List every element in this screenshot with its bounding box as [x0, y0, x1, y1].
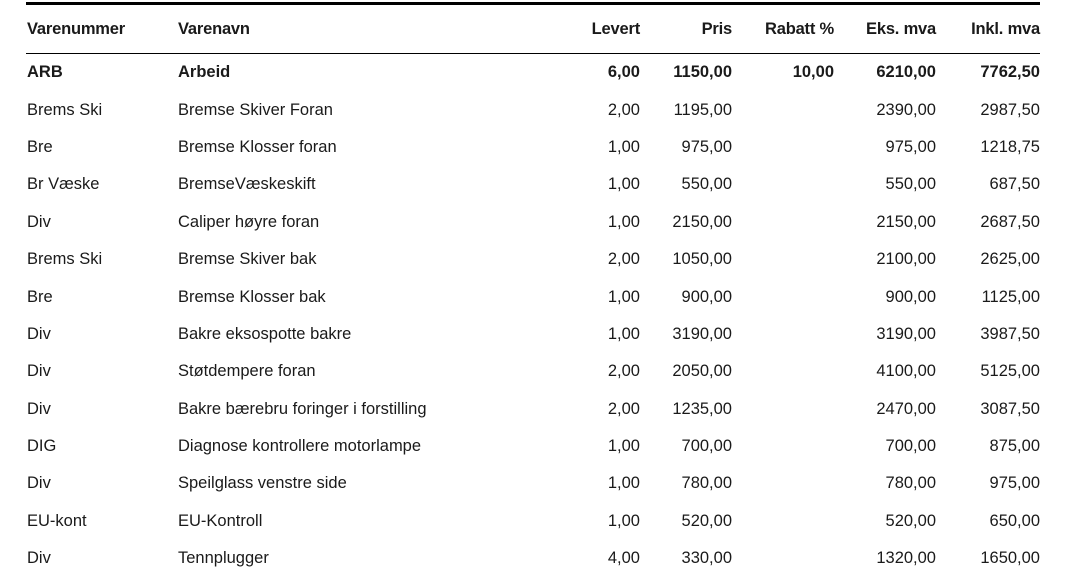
- header-varenummer: Varenummer: [26, 5, 178, 54]
- cell-varenavn: Bremse Klosser foran: [178, 129, 568, 166]
- header-eks-mva: Eks. mva: [834, 5, 936, 54]
- cell-varenavn: Diagnose kontrollere motorlampe: [178, 428, 568, 465]
- table-row: [26, 91, 1040, 128]
- cell-eks-mva: 1320,00: [834, 540, 936, 577]
- cell-levert: 1,00: [568, 204, 640, 241]
- cell-varenavn: BremseVæskeskift: [178, 166, 568, 203]
- cell-varenummer: Brems Ski: [26, 241, 178, 278]
- cell-eks-mva: 2390,00: [834, 91, 936, 128]
- cell-inkl-mva: 1650,00: [936, 540, 1040, 577]
- cell-varenavn: Caliper høyre foran: [178, 204, 568, 241]
- header-pris: Pris: [640, 5, 732, 54]
- cell-inkl-mva: 2987,50: [936, 91, 1040, 128]
- cell-inkl-mva: 3087,50: [936, 391, 1040, 428]
- cell-varenummer: Br Væske: [26, 166, 178, 203]
- cell-rabatt: 10,00: [732, 54, 834, 92]
- table-row: [26, 428, 1040, 465]
- cell-eks-mva: 900,00: [834, 278, 936, 315]
- cell-eks-mva: 2470,00: [834, 391, 936, 428]
- cell-varenavn: Bremse Skiver bak: [178, 241, 568, 278]
- cell-levert: 6,00: [568, 54, 640, 92]
- cell-inkl-mva: 650,00: [936, 503, 1040, 540]
- cell-varenavn: Bakre eksospotte bakre: [178, 316, 568, 353]
- table-row: [26, 391, 1040, 428]
- cell-levert: 1,00: [568, 129, 640, 166]
- cell-pris: 700,00: [640, 428, 732, 465]
- table-row: [26, 353, 1040, 390]
- table-row: [26, 129, 1040, 166]
- cell-eks-mva: 975,00: [834, 129, 936, 166]
- cell-rabatt: [732, 166, 834, 203]
- cell-varenavn: Støtdempere foran: [178, 353, 568, 390]
- table-row: [26, 278, 1040, 315]
- cell-pris: 780,00: [640, 465, 732, 502]
- cell-pris: 1195,00: [640, 91, 732, 128]
- header-inkl-mva: Inkl. mva: [936, 5, 1040, 54]
- cell-eks-mva: 6210,00: [834, 54, 936, 92]
- cell-levert: 1,00: [568, 316, 640, 353]
- cell-varenavn: EU-Kontroll: [178, 503, 568, 540]
- cell-rabatt: [732, 278, 834, 315]
- cell-pris: 1150,00: [640, 54, 732, 92]
- cell-varenavn: Bremse Skiver Foran: [178, 91, 568, 128]
- cell-pris: 975,00: [640, 129, 732, 166]
- cell-pris: 900,00: [640, 278, 732, 315]
- cell-varenummer: Brems Ski: [26, 91, 178, 128]
- cell-levert: 1,00: [568, 428, 640, 465]
- cell-varenavn: Arbeid: [178, 54, 568, 92]
- cell-varenummer: Div: [26, 465, 178, 502]
- cell-rabatt: [732, 391, 834, 428]
- cell-levert: 2,00: [568, 91, 640, 128]
- cell-eks-mva: 4100,00: [834, 353, 936, 390]
- cell-varenummer: Bre: [26, 129, 178, 166]
- cell-pris: 550,00: [640, 166, 732, 203]
- cell-inkl-mva: 2625,00: [936, 241, 1040, 278]
- cell-eks-mva: 700,00: [834, 428, 936, 465]
- cell-levert: 2,00: [568, 391, 640, 428]
- cell-pris: 3190,00: [640, 316, 732, 353]
- cell-rabatt: [732, 91, 834, 128]
- cell-pris: 520,00: [640, 503, 732, 540]
- cell-varenummer: EU-kont: [26, 503, 178, 540]
- cell-varenummer: Div: [26, 316, 178, 353]
- header-rabatt: Rabatt %: [732, 5, 834, 54]
- cell-eks-mva: 2100,00: [834, 241, 936, 278]
- cell-inkl-mva: 1218,75: [936, 129, 1040, 166]
- cell-inkl-mva: 687,50: [936, 166, 1040, 203]
- cell-varenummer: DIG: [26, 428, 178, 465]
- cell-levert: 4,00: [568, 540, 640, 577]
- cell-rabatt: [732, 129, 834, 166]
- cell-rabatt: [732, 353, 834, 390]
- cell-rabatt: [732, 503, 834, 540]
- cell-rabatt: [732, 465, 834, 502]
- cell-varenavn: Tennplugger: [178, 540, 568, 577]
- table-row: [26, 204, 1040, 241]
- table-header: [26, 5, 1040, 54]
- cell-eks-mva: 550,00: [834, 166, 936, 203]
- cell-levert: 1,00: [568, 166, 640, 203]
- table-body: [26, 54, 1040, 577]
- cell-varenummer: ARB: [26, 54, 178, 92]
- cell-varenummer: Div: [26, 204, 178, 241]
- invoice-lines-table: [26, 5, 1040, 577]
- cell-inkl-mva: 1125,00: [936, 278, 1040, 315]
- cell-pris: 2050,00: [640, 353, 732, 390]
- cell-varenummer: Div: [26, 540, 178, 577]
- cell-levert: 2,00: [568, 353, 640, 390]
- cell-inkl-mva: 2687,50: [936, 204, 1040, 241]
- cell-levert: 1,00: [568, 465, 640, 502]
- header-varenavn: Varenavn: [178, 5, 568, 54]
- cell-inkl-mva: 7762,50: [936, 54, 1040, 92]
- cell-inkl-mva: 3987,50: [936, 316, 1040, 353]
- cell-eks-mva: 520,00: [834, 503, 936, 540]
- cell-eks-mva: 3190,00: [834, 316, 936, 353]
- cell-rabatt: [732, 241, 834, 278]
- cell-rabatt: [732, 316, 834, 353]
- cell-varenummer: Div: [26, 391, 178, 428]
- cell-varenummer: Bre: [26, 278, 178, 315]
- cell-pris: 1235,00: [640, 391, 732, 428]
- table-row: [26, 465, 1040, 502]
- cell-eks-mva: 2150,00: [834, 204, 936, 241]
- table-row: [26, 54, 1040, 92]
- header-levert: Levert: [568, 5, 640, 54]
- header-row: [26, 5, 1040, 54]
- cell-pris: 330,00: [640, 540, 732, 577]
- cell-varenummer: Div: [26, 353, 178, 390]
- cell-inkl-mva: 5125,00: [936, 353, 1040, 390]
- cell-varenavn: Bakre bærebru foringer i forstilling: [178, 391, 568, 428]
- cell-pris: 2150,00: [640, 204, 732, 241]
- cell-rabatt: [732, 428, 834, 465]
- table-row: [26, 166, 1040, 203]
- table-row: [26, 503, 1040, 540]
- table-row: [26, 241, 1040, 278]
- cell-inkl-mva: 875,00: [936, 428, 1040, 465]
- cell-varenavn: Speilglass venstre side: [178, 465, 568, 502]
- cell-inkl-mva: 975,00: [936, 465, 1040, 502]
- cell-pris: 1050,00: [640, 241, 732, 278]
- invoice-lines-section: [26, 2, 1040, 577]
- cell-levert: 1,00: [568, 278, 640, 315]
- cell-eks-mva: 780,00: [834, 465, 936, 502]
- cell-varenavn: Bremse Klosser bak: [178, 278, 568, 315]
- table-row: [26, 316, 1040, 353]
- cell-levert: 2,00: [568, 241, 640, 278]
- cell-rabatt: [732, 204, 834, 241]
- cell-levert: 1,00: [568, 503, 640, 540]
